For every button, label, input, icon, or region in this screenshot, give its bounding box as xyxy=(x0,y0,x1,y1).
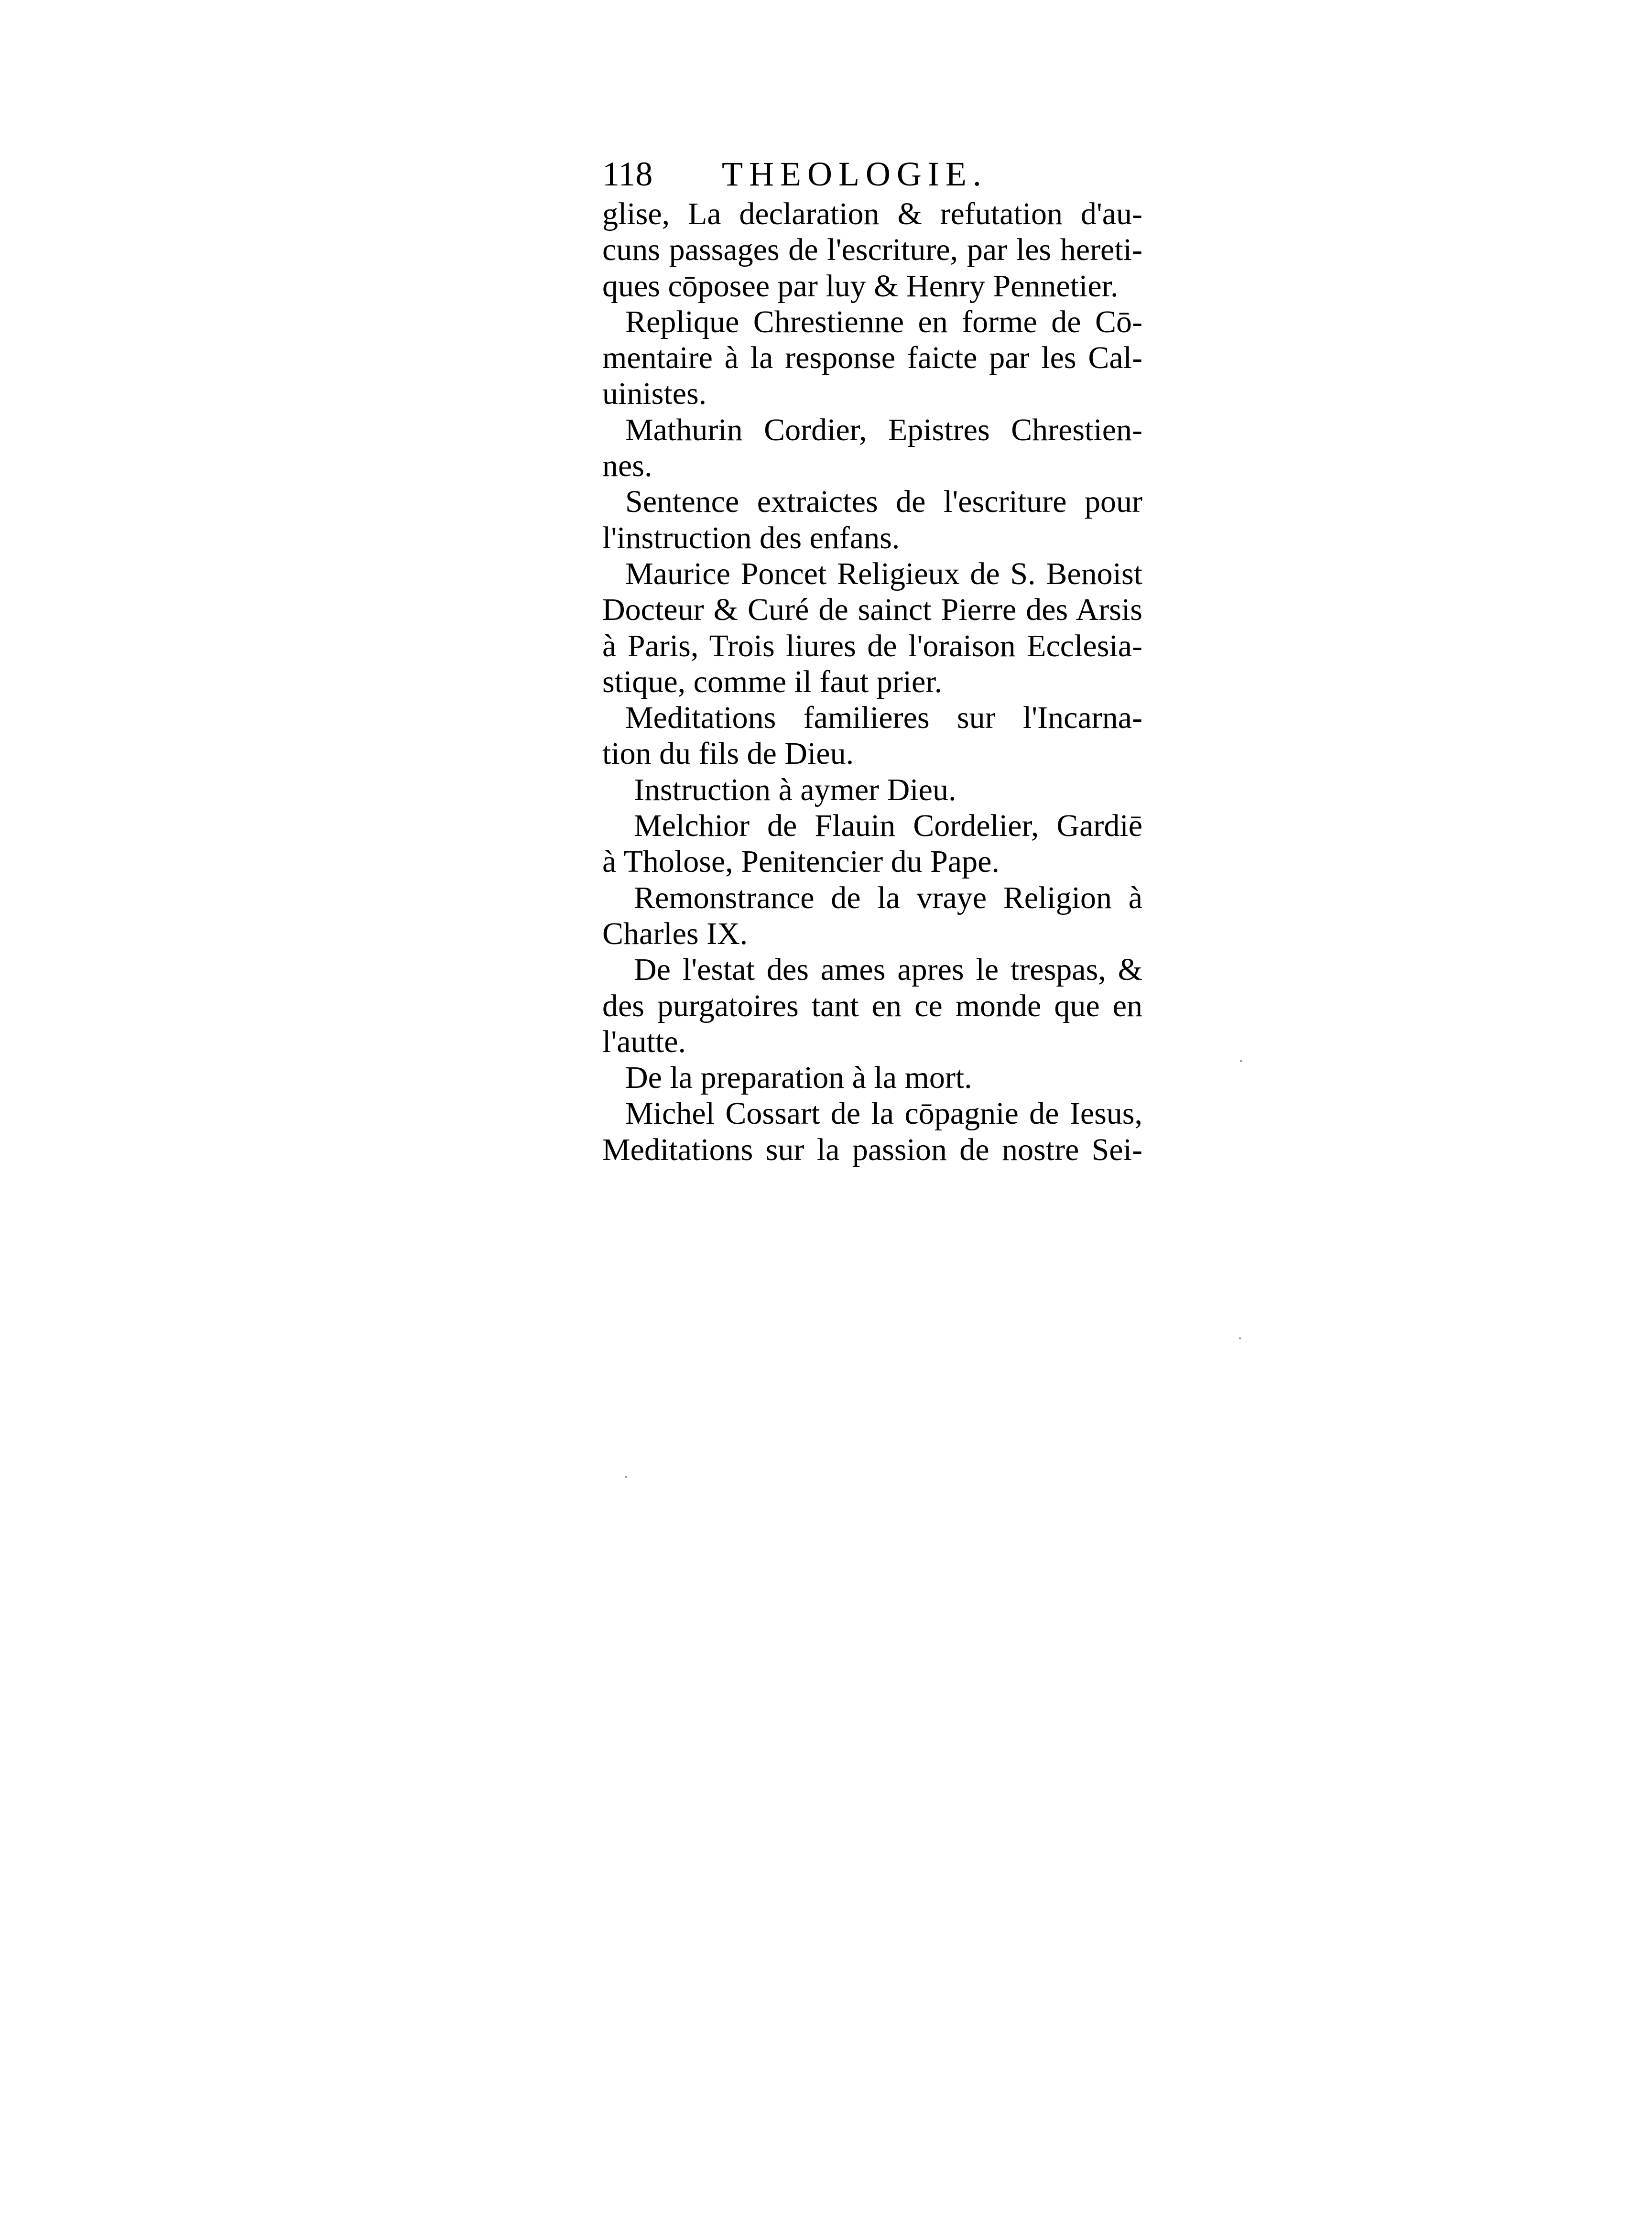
text-line: l'instruction des enfans. xyxy=(602,520,900,555)
text-line: glise, La declaration & refutation d'au- xyxy=(602,196,1142,231)
text-line: Meditations sur la passion de nostre Sei- xyxy=(602,1132,1142,1167)
text-line: De l'estat des ames apres le trespas, & xyxy=(634,952,1142,988)
page-header xyxy=(602,152,1142,196)
page-number: 118 xyxy=(602,155,653,193)
text-line: tion du fils de Dieu. xyxy=(602,736,854,771)
text-line: Sentence extraictes de l'escriture pour xyxy=(625,484,1142,520)
text-line: mentaire à la response faicte par les Cal- xyxy=(602,340,1142,376)
text-line: à Tholose, Penitencier du Pape. xyxy=(602,844,1000,879)
text-line: à Paris, Trois liures de l'oraison Ecclesia- xyxy=(602,628,1142,663)
text-line: stique, comme il faut prier. xyxy=(602,664,943,699)
paper-speck xyxy=(1239,1337,1241,1339)
text-line: Michel Cossart de la cōpagnie de Iesus, xyxy=(625,1096,1142,1131)
paper-speck xyxy=(1240,1060,1242,1062)
text-line: Remonstrance de la vraye Religion à xyxy=(634,880,1142,915)
text-line: ques cōposee par luy & Henry Pennetier. xyxy=(602,268,1119,304)
text-line: Instruction à aymer Dieu. xyxy=(634,772,956,807)
text-line: nes. xyxy=(602,448,652,484)
text-line: Replique Chrestienne en forme de Cō- xyxy=(625,304,1142,339)
text-line: Maurice Poncet Religieux de S. Benoist xyxy=(625,556,1142,591)
text-column xyxy=(602,152,1142,1168)
text-line: cuns passages de l'escriture, par les hereti- xyxy=(602,232,1142,268)
text-line: l'autte. xyxy=(602,1024,686,1059)
text-line: des purgatoires tant en ce monde que en xyxy=(602,988,1142,1023)
text-line: De la preparation à la mort. xyxy=(625,1060,972,1096)
paper-speck xyxy=(625,1476,627,1478)
text-line: Docteur & Curé de sainct Pierre des Arsis xyxy=(602,592,1142,628)
text-line: Melchior de Flauin Cordelier, Gardiē xyxy=(634,808,1142,844)
text-line: Mathurin Cordier, Epistres Chrestien- xyxy=(625,412,1142,447)
running-title: THEOLOGIE. xyxy=(722,155,988,193)
text-line: Meditations familieres sur l'Incarna- xyxy=(625,700,1142,736)
text-line: uinistes. xyxy=(602,376,707,412)
text-line: Charles IX. xyxy=(602,916,748,951)
